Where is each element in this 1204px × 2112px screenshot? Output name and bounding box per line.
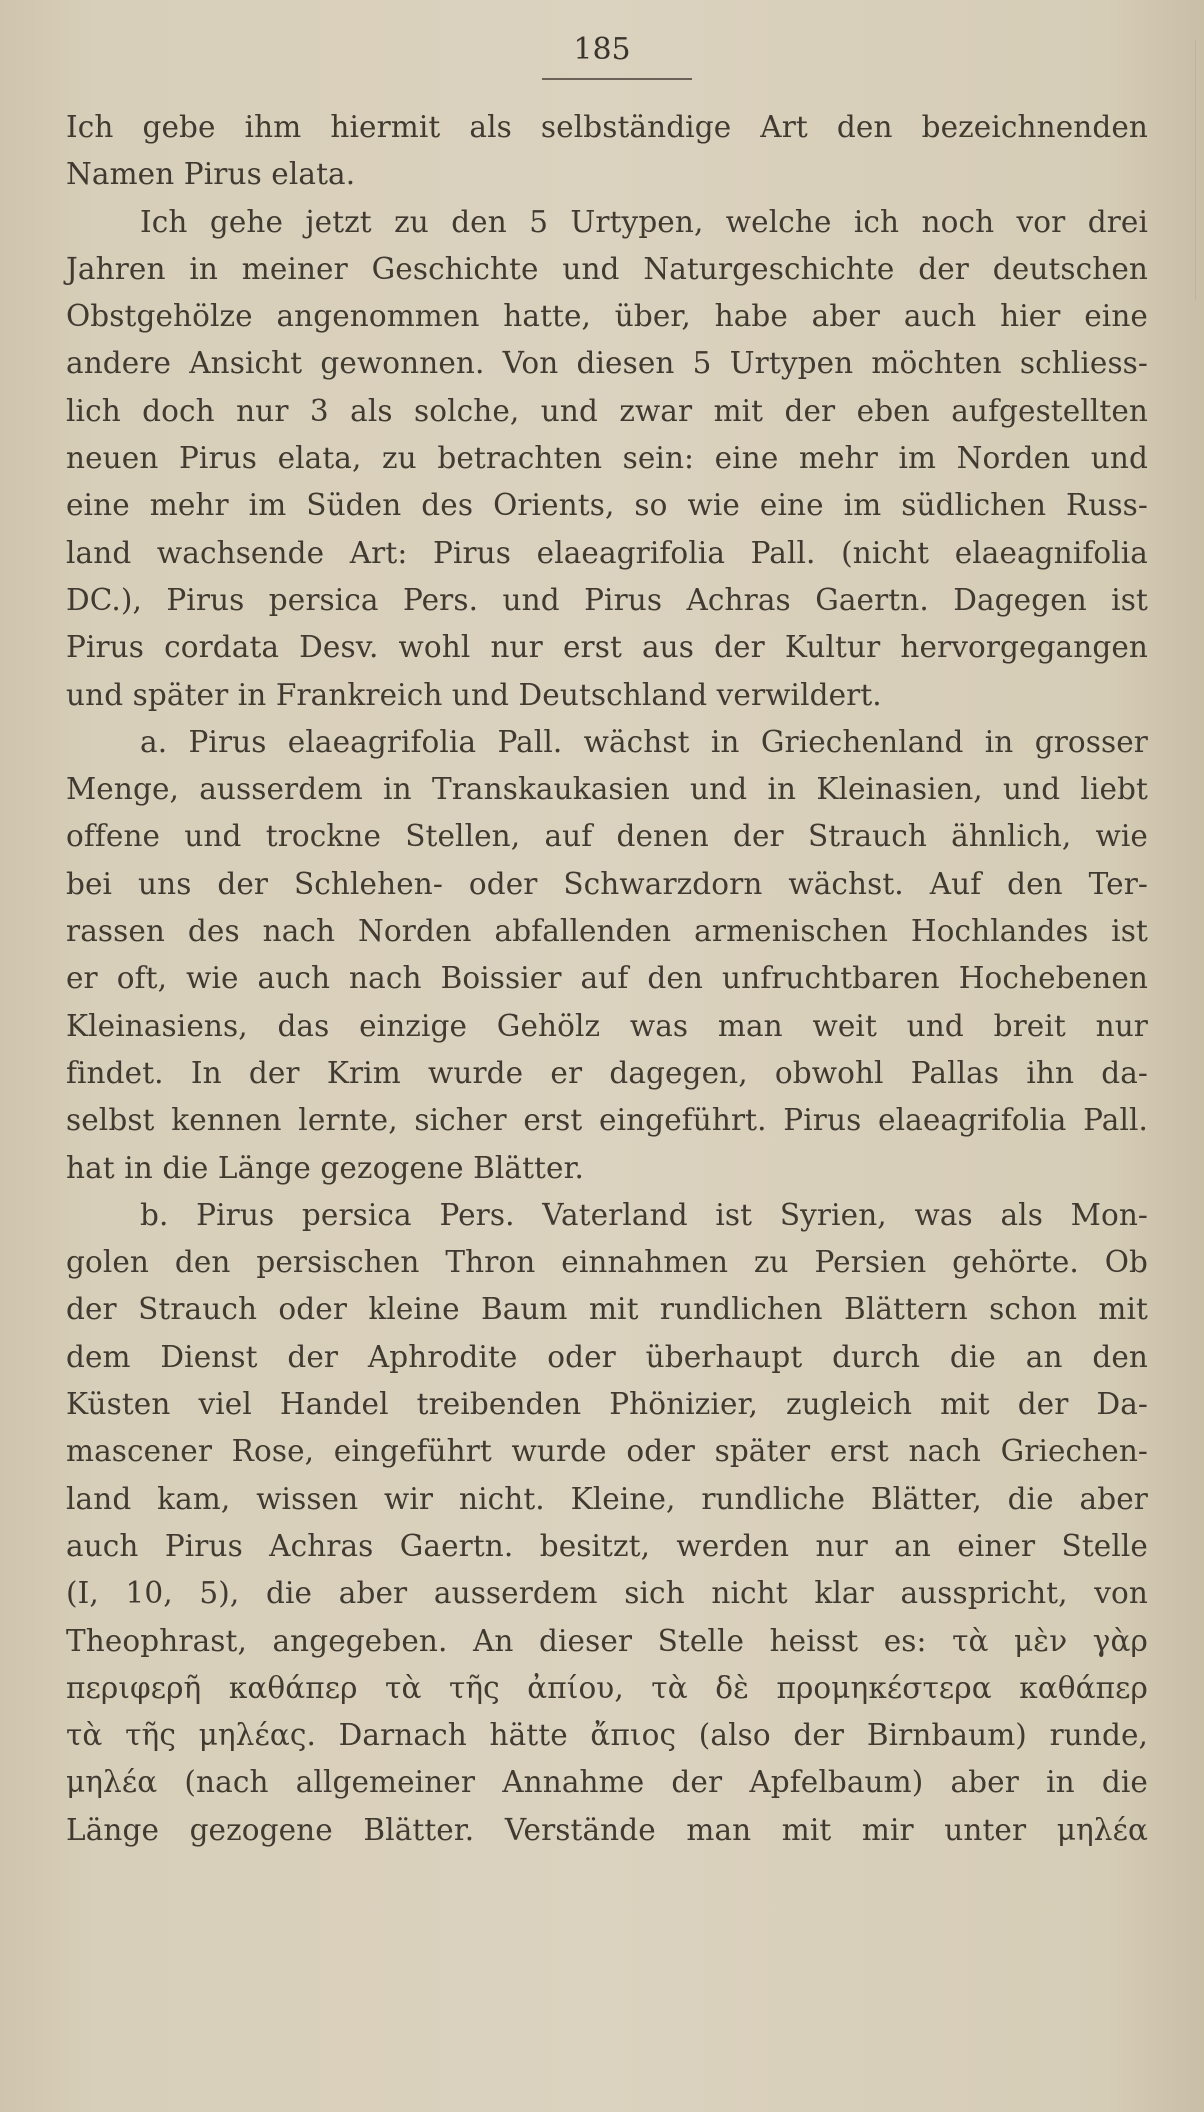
text-line: a. Pirus elaeagrifolia Pall. wächst in Griechenland in grosser: [140, 724, 1148, 759]
text-line: er oft, wie auch nach Boissier auf den unfruchtbaren Hochebenen: [66, 961, 1148, 996]
text-line: DC.), Pirus persica Pers. und Pirus Achras Gaertn. Dagegen ist: [66, 582, 1148, 617]
text-line: Pirus cordata Desv. wohl nur erst aus der Kultur hervorgegangen: [66, 630, 1148, 665]
page-number: 185: [573, 32, 631, 67]
text-line: golen den persischen Thron einnahmen zu Persien gehörte. Ob: [66, 1245, 1148, 1280]
text-line: Ich gebe ihm hiermit als selbständige Art den bezeichnenden: [66, 110, 1148, 144]
text-line: eine mehr im Süden des Orients, so wie eine im südlichen Russ-: [66, 488, 1148, 523]
text-line: selbst kennen lernte, sicher erst eingeführt. Pirus elaeagrifolia Pall.: [66, 1103, 1148, 1138]
text-line: Jahren in meiner Geschichte und Naturgeschichte der deutschen: [66, 251, 1148, 286]
text-line: und später in Frankreich und Deutschland verwildert.: [66, 677, 882, 712]
text-line: τὰ τῆς μηλέας. Darnach hätte ἄπιος (also der Birnbaum) runde,: [66, 1718, 1148, 1753]
text-line: hat in die Länge gezogene Blätter.: [66, 1150, 585, 1185]
text-line: μηλέα (nach allgemeiner Annahme der Apfelbaum) aber in die: [66, 1765, 1148, 1800]
text-line: Länge gezogene Blätter. Verstände man mit mir unter μηλέα: [66, 1812, 1148, 1847]
text-line: rassen des nach Norden abfallenden armenischen Hochlandes ist: [66, 914, 1148, 949]
text-line: (I, 10, 5), die aber ausserdem sich nicht klar ausspricht, von: [66, 1576, 1148, 1611]
text-line: Kleinasiens, das einzige Gehölz was man weit und breit nur: [66, 1008, 1148, 1043]
text-line: Küsten viel Handel treibenden Phönizier, zugleich mit der Da-: [66, 1387, 1148, 1422]
text-line: der Strauch oder kleine Baum mit rundlichen Blättern schon mit: [66, 1292, 1148, 1327]
text-line: Menge, ausserdem in Transkaukasien und in Kleinasien, und liebt: [66, 772, 1148, 807]
page-edge-mark: [1189, 40, 1196, 300]
text-line: auch Pirus Achras Gaertn. besitzt, werden nur an einer Stelle: [66, 1528, 1148, 1563]
text-line: b. Pirus persica Pers. Vaterland ist Syrien, was als Mon-: [140, 1197, 1148, 1232]
text-line: offene und trockne Stellen, auf denen der Strauch ähnlich, wie: [66, 819, 1148, 854]
text-line: andere Ansicht gewonnen. Von diesen 5 Urtypen möchten schliess-: [66, 346, 1148, 381]
text-line: περιφερῆ καθάπερ τὰ τῆς ἀπίου, τὰ δὲ προμηκέστερα καθάπερ: [66, 1670, 1148, 1705]
text-line: land wachsende Art: Pirus elaeagrifolia Pall. (nicht elaeagnifolia: [66, 535, 1148, 570]
text-line: dem Dienst der Aphrodite oder überhaupt durch die an den: [66, 1339, 1148, 1374]
text-line: Ich gehe jetzt zu den 5 Urtypen, welche ich noch vor drei: [140, 204, 1148, 239]
text-line: neuen Pirus elata, zu betrachten sein: eine mehr im Norden und: [66, 441, 1148, 476]
text-line: Obstgehölze angenommen hatte, über, habe aber auch hier eine: [66, 299, 1148, 334]
text-line: Theophrast, angegeben. An dieser Stelle heisst es: τὰ μὲν γὰρ: [66, 1623, 1148, 1658]
text-line: land kam, wissen wir nicht. Kleine, rundliche Blätter, die aber: [66, 1481, 1148, 1516]
text-line: lich doch nur 3 als solche, und zwar mit der eben aufgestellten: [66, 393, 1148, 428]
page-number-rule: [542, 78, 692, 80]
text-line: findet. In der Krim wurde er dagegen, obwohl Pallas ihn da-: [66, 1055, 1148, 1090]
body-text: [66, 104, 1148, 1854]
text-line: Namen Pirus elata.: [66, 157, 356, 192]
text-line: mascener Rose, eingeführt wurde oder später erst nach Griechen-: [66, 1434, 1148, 1469]
text-line: bei uns der Schlehen- oder Schwarzdorn wächst. Auf den Ter-: [66, 866, 1148, 901]
